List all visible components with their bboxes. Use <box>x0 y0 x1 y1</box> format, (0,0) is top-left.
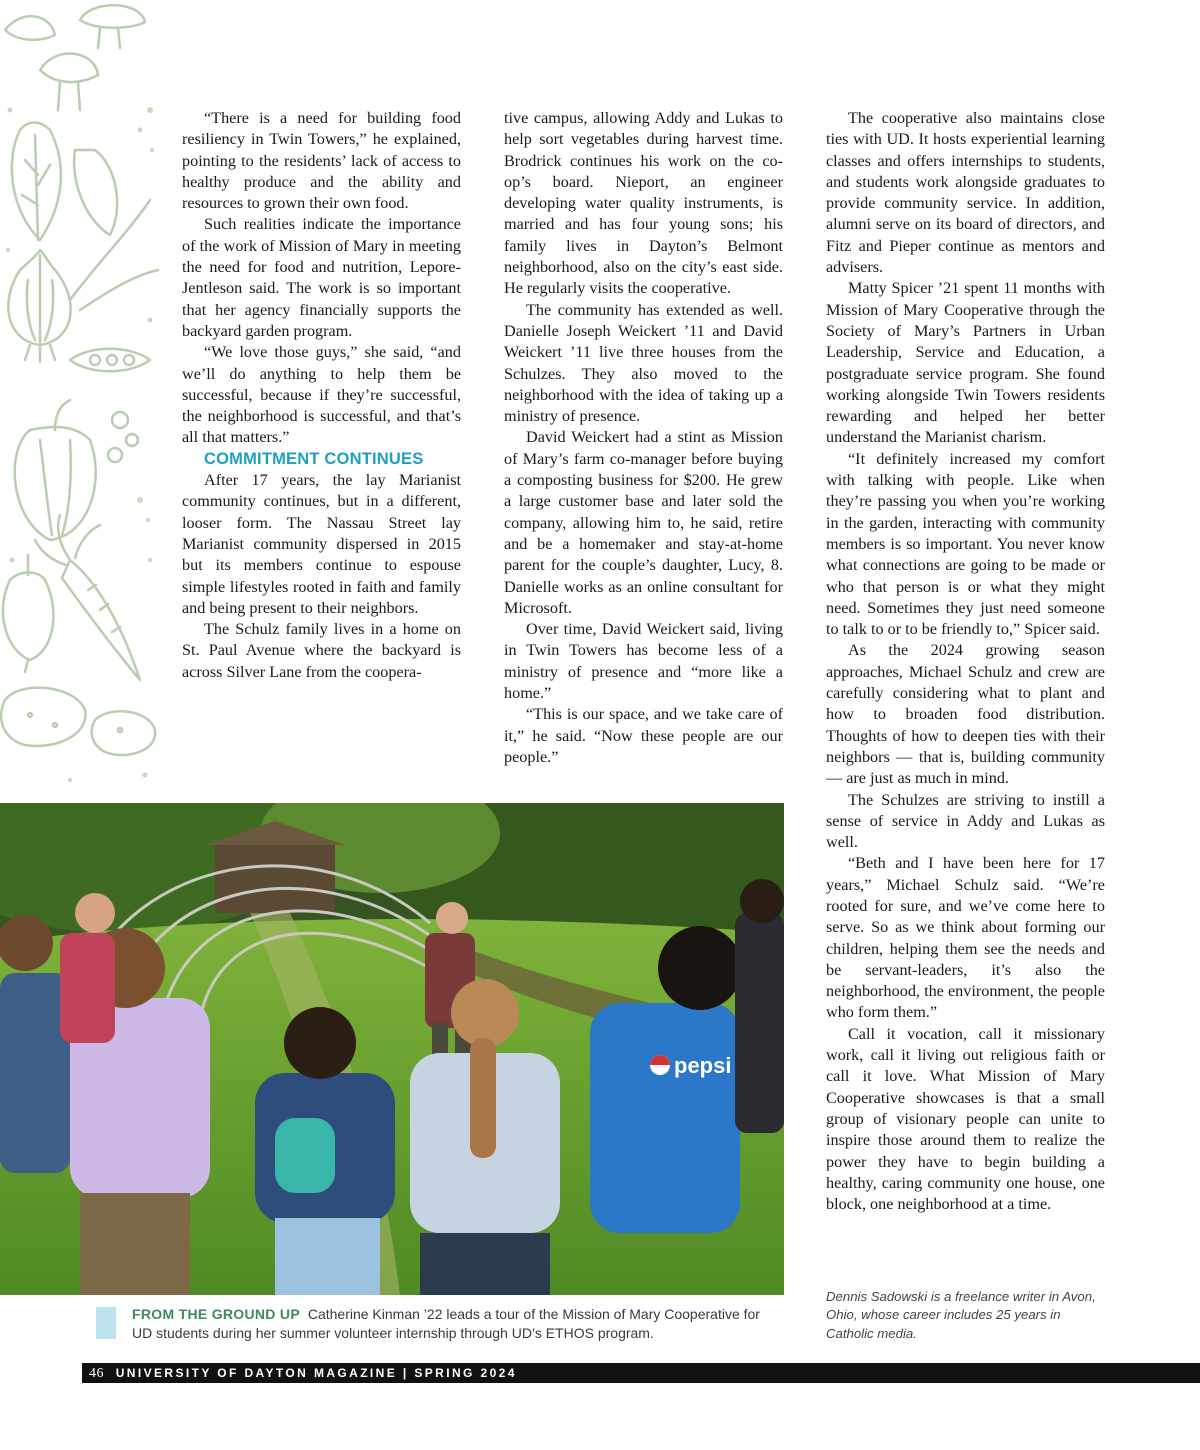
body-paragraph: The Schulz family lives in a home on St. Paul Avenue where the backyard is across Silver Lane from the coopera- <box>182 620 461 681</box>
author-bio: Dennis Sadowski is a freelance writer in Avon, Ohio, whose career includes 25 years in Catholic media. <box>826 1289 1096 1341</box>
caption-lead: FROM THE GROUND UP <box>132 1306 300 1322</box>
body-paragraph: “There is a need for building food resiliency in Twin Towers,” he explained, pointing to the residents’ lack of access to healthy produce and the ability and resources to grown their own food. <box>182 109 461 213</box>
article-column-2 <box>504 108 783 768</box>
section-subhead: COMMITMENT CONTINUES <box>204 449 424 468</box>
garden-tour-photo <box>0 803 784 1295</box>
photo-caption <box>132 1305 772 1343</box>
body-paragraph: David Weickert had a stint as Mission of Mary’s farm co-manager before buying a composting business for $200. He grew a large customer base and later sold the company, allowing him to, he said, retire and be a homemaker and stay-at-home parent for the couple’s daughter, Lucy, 8. Danielle works as an online consultant for Microsoft. <box>504 428 783 617</box>
body-paragraph: As the 2024 growing season approaches, Michael Schulz and crew are carefully considering what to plant and how to broaden food distribution. Thoughts of how to deepen ties with their neighbors — that is, building community — are just as much in mind. <box>826 641 1105 788</box>
vegetable-illustration-strip <box>0 0 160 790</box>
caption-accent-bar <box>96 1307 116 1339</box>
body-paragraph: “We love those guys,” she said, “and we’ll do anything to help them be successful, because if they’re successful, the neighborhood is successful, and that’s all that matters.” <box>182 343 461 447</box>
article-column-3 <box>826 108 1105 1215</box>
body-paragraph: “This is our space, and we take care of it,” he said. “Now these people are our people.” <box>504 705 783 766</box>
publication-name: UNIVERSITY OF DAYTON MAGAZINE <box>115 1366 398 1380</box>
body-paragraph: The Schulzes are striving to instill a sense of service in Addy and Lukas as well. <box>826 790 1105 852</box>
page-number: 46 <box>89 1366 104 1381</box>
body-paragraph: “It definitely increased my comfort with talking with people. Like when they’re passing you when you’re working in the garden, interacting with community members is so important. You never know what connections are going to be made or who that person is or what they might need. Sometimes they just need someone to talk to or to be friendly to,” Spicer said. <box>826 449 1105 639</box>
footer-separator: | <box>402 1366 409 1380</box>
body-paragraph: After 17 years, the lay Marianist community continues, but in a different, looser form. The Nassau Street lay Marianist community dispersed in 2015 but its members continue to espouse simple lifestyles rooted in faith and family and being present to their neighbors. <box>182 471 461 617</box>
caption-text: Catherine Kinman ’22 leads a tour of the Mission of Mary Cooperative for UD students during her summer volunteer internship through UD’s ETHOS program. <box>132 1306 760 1341</box>
body-paragraph: “Beth and I have been here for 17 years,” Michael Schulz said. “We’re rooted for sure, and we’ve come here to serve. So as we think about forming our children, helping them see the needs and be servant-leaders, it’s also the neighborhood, the environment, the people who form them.” <box>826 854 1105 1022</box>
body-paragraph: The community has extended as well. Danielle Joseph Weickert ’11 and David Weickert ’11 live three houses from the Schulzes. They also moved to the neighborhood with the idea of taking up a ministry of presence. <box>504 300 783 426</box>
body-paragraph: tive campus, allowing Addy and Lukas to help sort vegetables during harvest time. Brodrick continues his work on the co-op’s board. Nieport, an engineer developing water quality instruments, is married and has four young sons; his family lives in Dayton’s Belmont neighborhood, also on the city’s east side. He regularly visits the cooperative. <box>504 109 783 298</box>
page-footer <box>82 1363 1200 1383</box>
article-column-1 <box>182 108 461 683</box>
issue-name: SPRING 2024 <box>414 1366 517 1380</box>
body-paragraph: Matty Spicer ’21 spent 11 months with Mission of Mary Cooperative through the Society of Mary’s Partners in Urban Leadership, Service and Education, a postgraduate service program. She found working alongside Twin Towers residents rewarding and helped her better understand the Marianist charism. <box>826 279 1105 447</box>
body-paragraph: Over time, David Weickert said, living in Twin Towers has become less of a ministry of presence and “more like a home.” <box>504 620 783 703</box>
body-paragraph: Call it vocation, call it missionary work, call it living out religious faith or call it love. What Mission of Mary Cooperative showcases is that a small group of visionary people can unite to inspire those around them to realize the power they have to begin building a healthy, caring community one house, one block, one neighborhood at a time. <box>826 1024 1105 1214</box>
shirt-logo-text: pepsi <box>674 1053 732 1078</box>
body-paragraph: Such realities indicate the importance of the work of Mission of Mary in meeting the need for food and nutrition, Lepore-Jentleson said. The work is so important that her agency financially supports the backyard garden program. <box>182 215 461 340</box>
garden-tour-illustration <box>0 803 784 1295</box>
body-paragraph: The cooperative also maintains close ties with UD. It hosts experiential learning classes and offers internships to students, and students work alongside graduates to provide community service. In addition, alumni serve on its board of directors, and Fitz and Pieper continue as mentors and advisers. <box>826 109 1105 277</box>
